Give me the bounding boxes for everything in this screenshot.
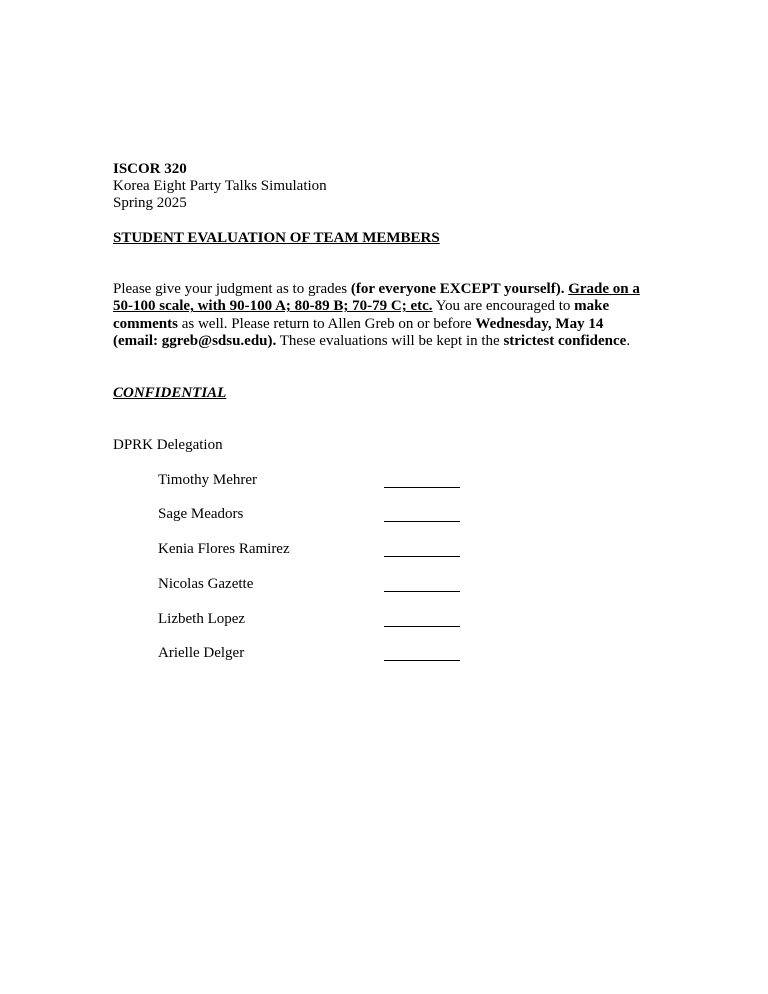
grade-blank[interactable] <box>384 591 460 592</box>
instructions-line-1: Please give your judgment as to grades (for everyone EXCEPT yourself). Grade on a <box>113 281 640 297</box>
form-heading: STUDENT EVALUATION OF TEAM MEMBERS <box>113 230 440 246</box>
member-name: Arielle Delger <box>158 645 245 661</box>
course-title: Korea Eight Party Talks Simulation <box>113 178 327 194</box>
grade-blank[interactable] <box>384 660 460 661</box>
member-name: Timothy Mehrer <box>158 472 258 488</box>
member-name: Sage Meadors <box>158 506 244 522</box>
member-name: Lizbeth Lopez <box>158 611 246 627</box>
course-term: Spring 2025 <box>113 195 187 211</box>
member-name: Nicolas Gazette <box>158 576 254 592</box>
member-name: Kenia Flores Ramirez <box>158 541 290 557</box>
confidential-label: CONFIDENTIAL <box>113 385 227 401</box>
grade-blank[interactable] <box>384 626 460 627</box>
instructions-line-3: comments as well. Please return to Allen Greb on or before Wednesday, May 14 <box>113 315 604 332</box>
grade-blank[interactable] <box>384 521 460 522</box>
instructions-line-2: 50-100 scale, with 90-100 A; 80-89 B; 70-79 C; etc. You are encouraged to make <box>113 298 610 315</box>
instructions-line-4: (email: ggreb@sdsu.edu). These evaluations will be kept in the strictest confidence. <box>113 332 631 349</box>
course-code: ISCOR 320 <box>113 161 187 177</box>
instructions-paragraph <box>113 281 658 350</box>
delegation-name: DPRK Delegation <box>113 437 223 453</box>
grade-blank[interactable] <box>384 487 460 488</box>
grade-blank[interactable] <box>384 556 460 557</box>
